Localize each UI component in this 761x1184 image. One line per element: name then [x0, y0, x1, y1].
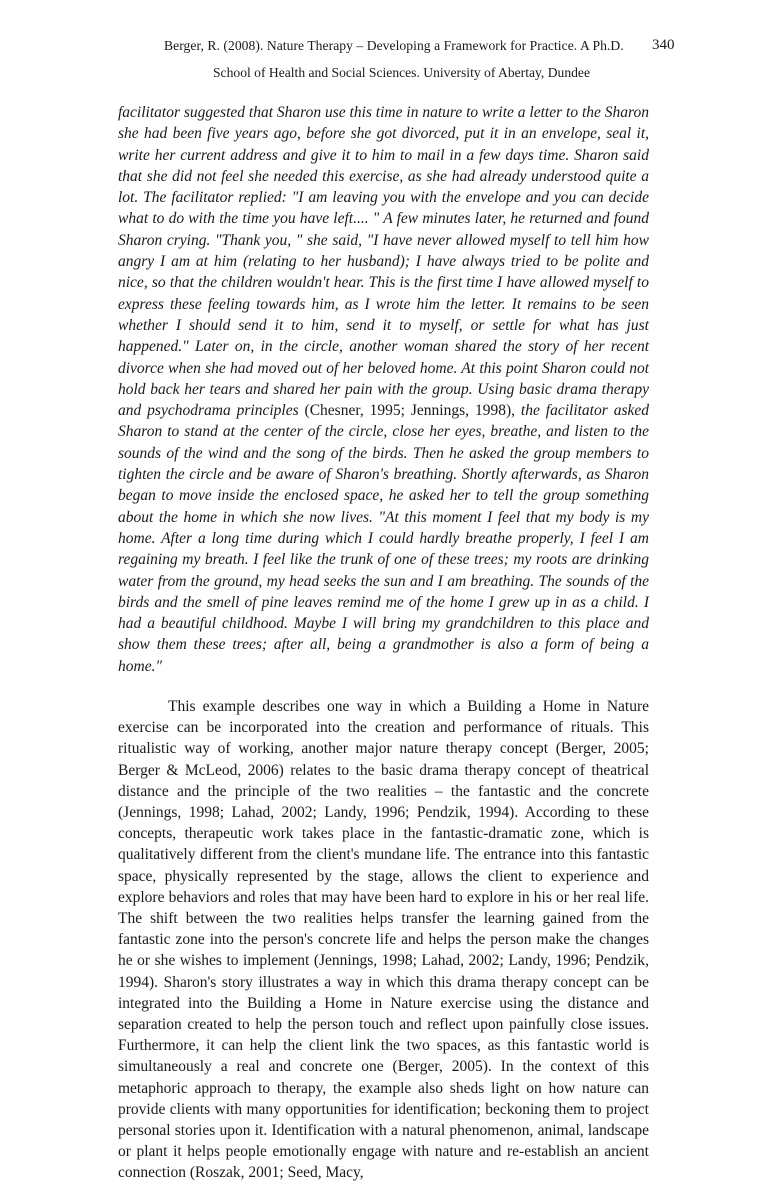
- page-number: 340: [652, 37, 675, 53]
- page-body: [118, 102, 649, 1184]
- running-header-citation: Berger, R. (2008). Nature Therapy – Developing a Framework for Practice. A Ph.D.: [164, 38, 624, 53]
- discussion-paragraph: This example describes one way in which a Building a Home in Nature exercise can be incorporated into the creation and performance of rituals. This ritualistic way of working, another major nature therapy concept (Berger, 2005; Berger & McLeod, 2006) relates to the basic drama therapy concept of theatrical distance and the principle of the two realities – the fantastic and the concrete (Jennings, 1998; Lahad, 2002; Landy, 1996; Pendzik, 1994). According to these concepts, therapeutic work takes place in the fantastic-dramatic zone, which is qualitatively different from the client's mundane life. The entrance into this fantastic space, physically represented by the stage, allows the client to experience and explore behaviors and roles that may have been hard to explore in his or her real life. The shift between the two realities helps transfer the learning gained from the fantastic zone into the person's concrete life and helps the person make the changes he or she wishes to implement (Jennings, 1998; Lahad, 2002; Landy, 1996; Pendzik, 1994). Sharon's story illustrates a way in which this drama therapy concept can be integrated into the Building a Home in Nature exercise using the distance and separation created to help the person touch and reflect upon painfully close issues. Furthermore, it can help the client link the two spaces, as this fantastic world is simultaneously a real and concrete one (Berger, 2005). In the context of this metaphoric approach to therapy, the example also sheds light on how nature can provide clients with many opportunities for identification; beckoning them to project personal stories upon it. Identification with a natural phenomenon, animal, landscape or plant it helps people emotionally engage with nature and re-establish an ancient connection (Roszak, 2001; Seed, Macy,: [118, 698, 649, 1182]
- case-study-text-part1: facilitator suggested that Sharon use this time in nature to write a letter to the Sharon she had been five years ago, before she got divorced, put it in an envelope, seal it, write her current address and give it to him to mail in a few days time. Sharon said that she did not feel she needed this exercise, as she had already understood quite a lot. The facilitator replied: "I am leaving you with the envelope and you can decide what to do with the time you have left.... " A few minutes later, he returned and found Sharon crying. "Thank you, " she said, "I have never allowed myself to tell him how angry I am at him (relating to her husband); I have always tried to be polite and nice, so that the children wouldn't hear. This is the first time I have allowed myself to express these feeling towards him, as I wrote him the letter. It remains to be seen whether I should send it to him, send it to myself, or settle for what has just happened." Later on, in the circle, another woman shared the story of her recent divorce when she had moved out of her beloved home. At this point Sharon could not hold back her tears and shared her pain with the group. Using basic drama therapy and psychodrama principles: [118, 104, 649, 420]
- case-study-paragraph: [118, 102, 649, 677]
- running-header-institution: School of Health and Social Sciences. University of Abertay, Dundee: [213, 65, 591, 80]
- inline-citation: (Chesner, 1995; Jennings, 1998),: [298, 402, 521, 420]
- case-study-text-part2: the facilitator asked Sharon to stand at the center of the circle, close her eyes, breathe, and listen to the sounds of the wind and the song of the birds. Then he asked the group members to tighten the circle and be aware of Sharon's breathing. Shortly afterwards, as Sharon began to move inside the enclosed space, he asked her to tell the group something about the home in which she now lives. "At this moment I feel that my body is my home. After a long time during which I could hardly breathe properly, I feel I am regaining my breath. I feel like the trunk of one of these trees; my roots are drinking water from the ground, my head seeks the sun and I am breathing. The sounds of the birds and the smell of pine leaves remind me of the home I grew up in as a child. I had a beautiful childhood. Maybe I will bring my grandchildren to this place and show them these trees; after all, being a grandmother is also a form of being a home.": [118, 402, 649, 675]
